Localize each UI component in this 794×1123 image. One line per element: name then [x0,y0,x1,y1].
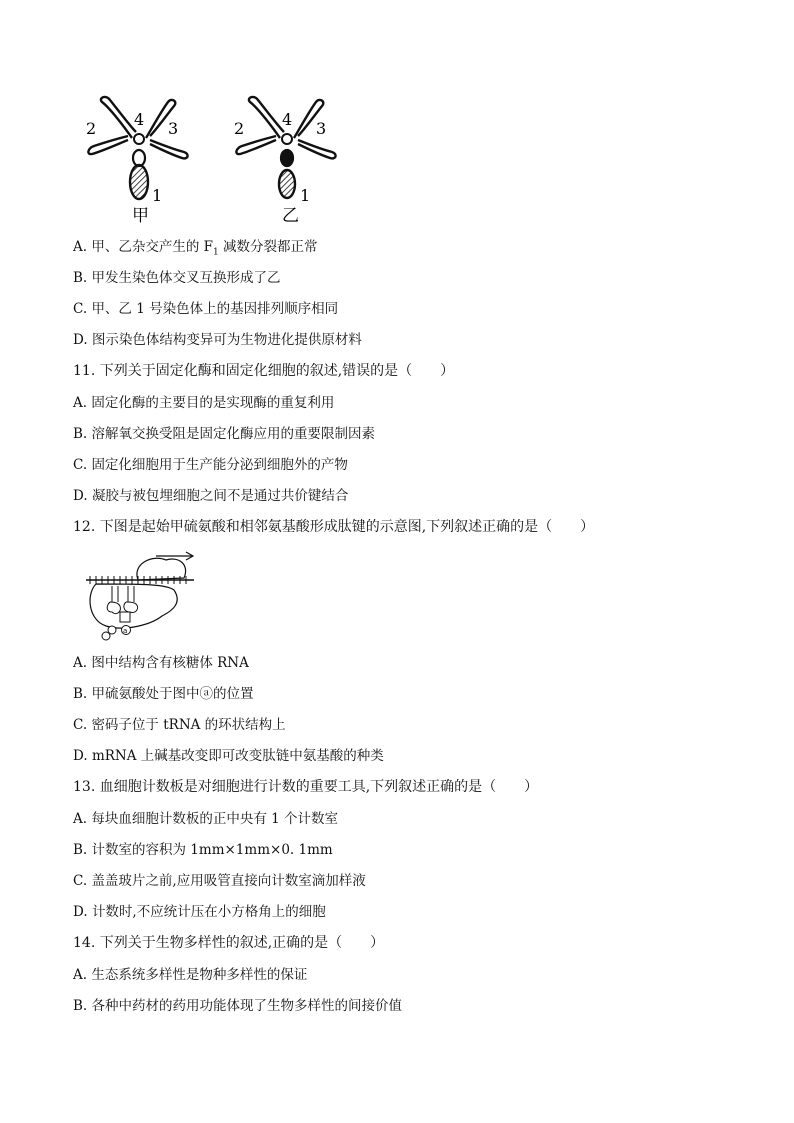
q13-option-b: B. 计数室的容积为 1mm×1mm×0. 1mm [73,842,333,858]
q13-option-a: A. 每块血细胞计数板的正中央有 1 个计数室 [73,811,339,827]
q12-stem: 12. 下图是起始甲硫氨酸和相邻氨基酸形成肽键的示意图,下列叙述正确的是（ ） [73,519,595,535]
jia-label-3: 3 [168,119,179,138]
q14-option-b: B. 各种中药材的药用功能体现了生物多样性的间接价值 [73,998,403,1014]
q12-option-a: A. 图中结构含有核糖体 RNA [73,655,249,671]
q10-option-c: C. 甲、乙 1 号染色体上的基因排列顺序相同 [73,301,339,317]
q11-option-a: A. 固定化酶的主要目的是实现酶的重复利用 [73,395,335,411]
yi-label-2: 2 [234,119,245,138]
q13-option-d: D. 计数时,不应统计压在小方格角上的细胞 [73,904,326,920]
q10-option-a: A. 甲、乙杂交产生的 $F_1$ 减数分裂都正常 [73,239,318,258]
q12-option-d: D. mRNA 上碱基改变即可改变肽链中氨基酸的种类 [73,748,384,764]
chromosome-yi [234,97,336,226]
q13-stem: 13. 血细胞计数板是对细胞进行计数的重要工具,下列叙述正确的是（ ） [73,779,539,795]
q10-option-b: B. 甲发生染色体交叉互换形成了乙 [73,270,281,286]
q12-option-b: B. 甲硫氨酸处于图中ⓐ的位置 [73,686,254,702]
q11-option-c: C. 固定化细胞用于生产能分泌到细胞外的产物 [73,457,348,473]
q14-stem: 14. 下列关于生物多样性的叙述,正确的是（ ） [73,935,385,951]
jia-caption: 甲 [132,206,149,226]
yi-caption: 乙 [282,206,299,226]
chromosome-figure [80,88,350,228]
q10-option-d: D. 图示染色体结构变异可为生物进化提供原材料 [73,332,362,348]
jia-label-4: 4 [134,110,145,129]
q12-option-c: C. 密码子位于 tRNA 的环状结构上 [73,717,286,733]
ribosome-figure [82,550,202,642]
q14-option-a: A. 生态系统多样性是物种多样性的保证 [73,967,308,983]
marker-a: a [123,627,128,635]
yi-label-3: 3 [316,119,327,138]
yi-label-1: 1 [300,186,311,205]
q11-stem: 11. 下列关于固定化酶和固定化细胞的叙述,错误的是（ ） [73,363,455,379]
yi-label-4: 4 [282,110,293,129]
q11-option-b: B. 溶解氧交换受阻是固定化酶应用的重要限制因素 [73,426,376,442]
jia-label-1: 1 [152,186,163,205]
q11-option-d: D. 凝胶与被包埋细胞之间不是通过共价键结合 [73,488,349,504]
q13-option-c: C. 盖盖玻片之前,应用吸管直接向计数室滴加样液 [73,873,366,889]
chromosome-jia [86,97,188,226]
jia-label-2: 2 [86,119,97,138]
